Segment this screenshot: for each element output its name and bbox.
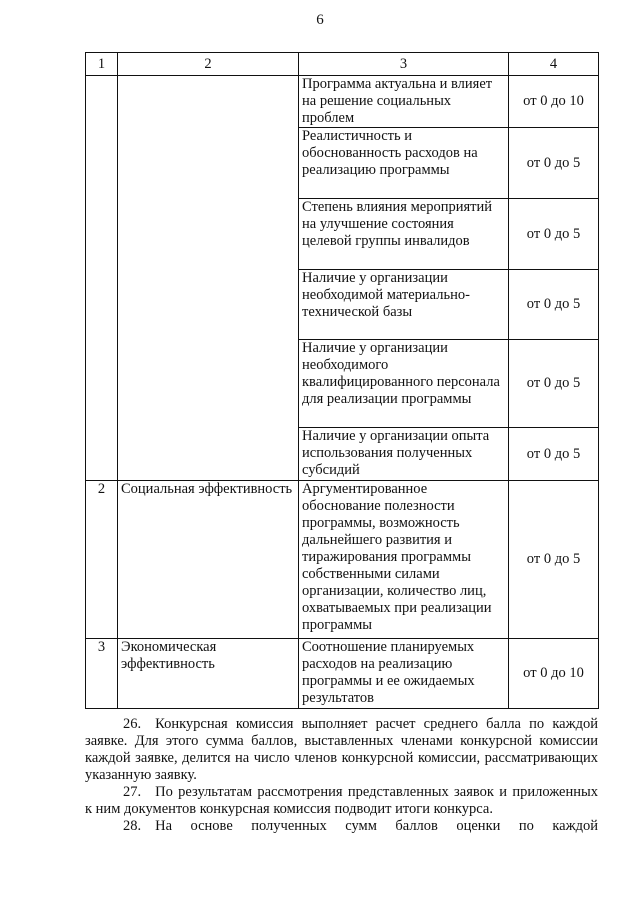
row-name-cell: Социальная эффективность xyxy=(118,481,299,639)
score-cell: от 0 до 10 xyxy=(509,639,599,709)
criteria-table xyxy=(85,52,599,709)
row-number-cell: 3 xyxy=(86,639,118,709)
table-row xyxy=(86,639,599,709)
row-name-cell xyxy=(118,76,299,481)
row-number-cell xyxy=(86,76,118,481)
header-cell-4: 4 xyxy=(509,53,599,76)
paragraph-text: На основе полученных сумм баллов оценки по каждой xyxy=(155,818,598,834)
body-text xyxy=(85,716,598,835)
criterion-cell: Наличие у организации необходимой материально-технической базы xyxy=(299,270,509,340)
criterion-cell: Программа актуальна и влияет на решение социальных проблем xyxy=(299,76,509,128)
paragraph-text: По результатам рассмотрения представленных заявок и приложенных к ним документов конкурсная комиссия подводит итоги конкурса. xyxy=(85,784,598,817)
header-cell-1: 1 xyxy=(86,53,118,76)
score-cell: от 0 до 5 xyxy=(509,128,599,199)
page-number: 6 xyxy=(316,12,324,28)
score-cell: от 0 до 5 xyxy=(509,270,599,340)
header-cell-2: 2 xyxy=(118,53,299,76)
score-cell: от 0 до 5 xyxy=(509,340,599,428)
table-header-row xyxy=(86,53,599,76)
criterion-cell: Наличие у организации необходимого квалифицированного персонала для реализации программы xyxy=(299,340,509,428)
row-name-cell: Экономическая эффективность xyxy=(118,639,299,709)
paragraph-text: Конкурсная комиссия выполняет расчет среднего балла по каждой заявке. Для этого сумма баллов, выставленных членами конкурсной комиссии каждой заявке, делится на число членов конкурсной комиссии, рассматривающих указанную заявку. xyxy=(85,716,598,783)
row-number-cell: 2 xyxy=(86,481,118,639)
paragraph-number: 27. xyxy=(123,784,142,800)
criterion-cell: Соотношение планируемых расходов на реализацию программы и ее ожидаемых результатов xyxy=(299,639,509,709)
header-cell-3: 3 xyxy=(299,53,509,76)
paragraph-number: 28. xyxy=(123,818,142,834)
table-row xyxy=(86,76,599,128)
table-row xyxy=(86,481,599,639)
score-cell: от 0 до 5 xyxy=(509,481,599,639)
paragraph-27 xyxy=(85,784,598,818)
score-cell: от 0 до 5 xyxy=(509,428,599,481)
criterion-cell: Аргументированное обоснование полезности программы, возможность дальнейшего развития и тиражирования программы собственными силами организации, количество лиц, охватываемых при реализации программы xyxy=(299,481,509,639)
score-cell: от 0 до 10 xyxy=(509,76,599,128)
criterion-cell: Наличие у организации опыта использования полученных субсидий xyxy=(299,428,509,481)
paragraph-26 xyxy=(85,716,598,784)
criterion-cell: Реалистичность и обоснованность расходов на реализацию программы xyxy=(299,128,509,199)
paragraph-28 xyxy=(85,818,598,835)
score-cell: от 0 до 5 xyxy=(509,199,599,270)
paragraph-number: 26. xyxy=(123,716,142,732)
criterion-cell: Степень влияния мероприятий на улучшение состояния целевой группы инвалидов xyxy=(299,199,509,270)
